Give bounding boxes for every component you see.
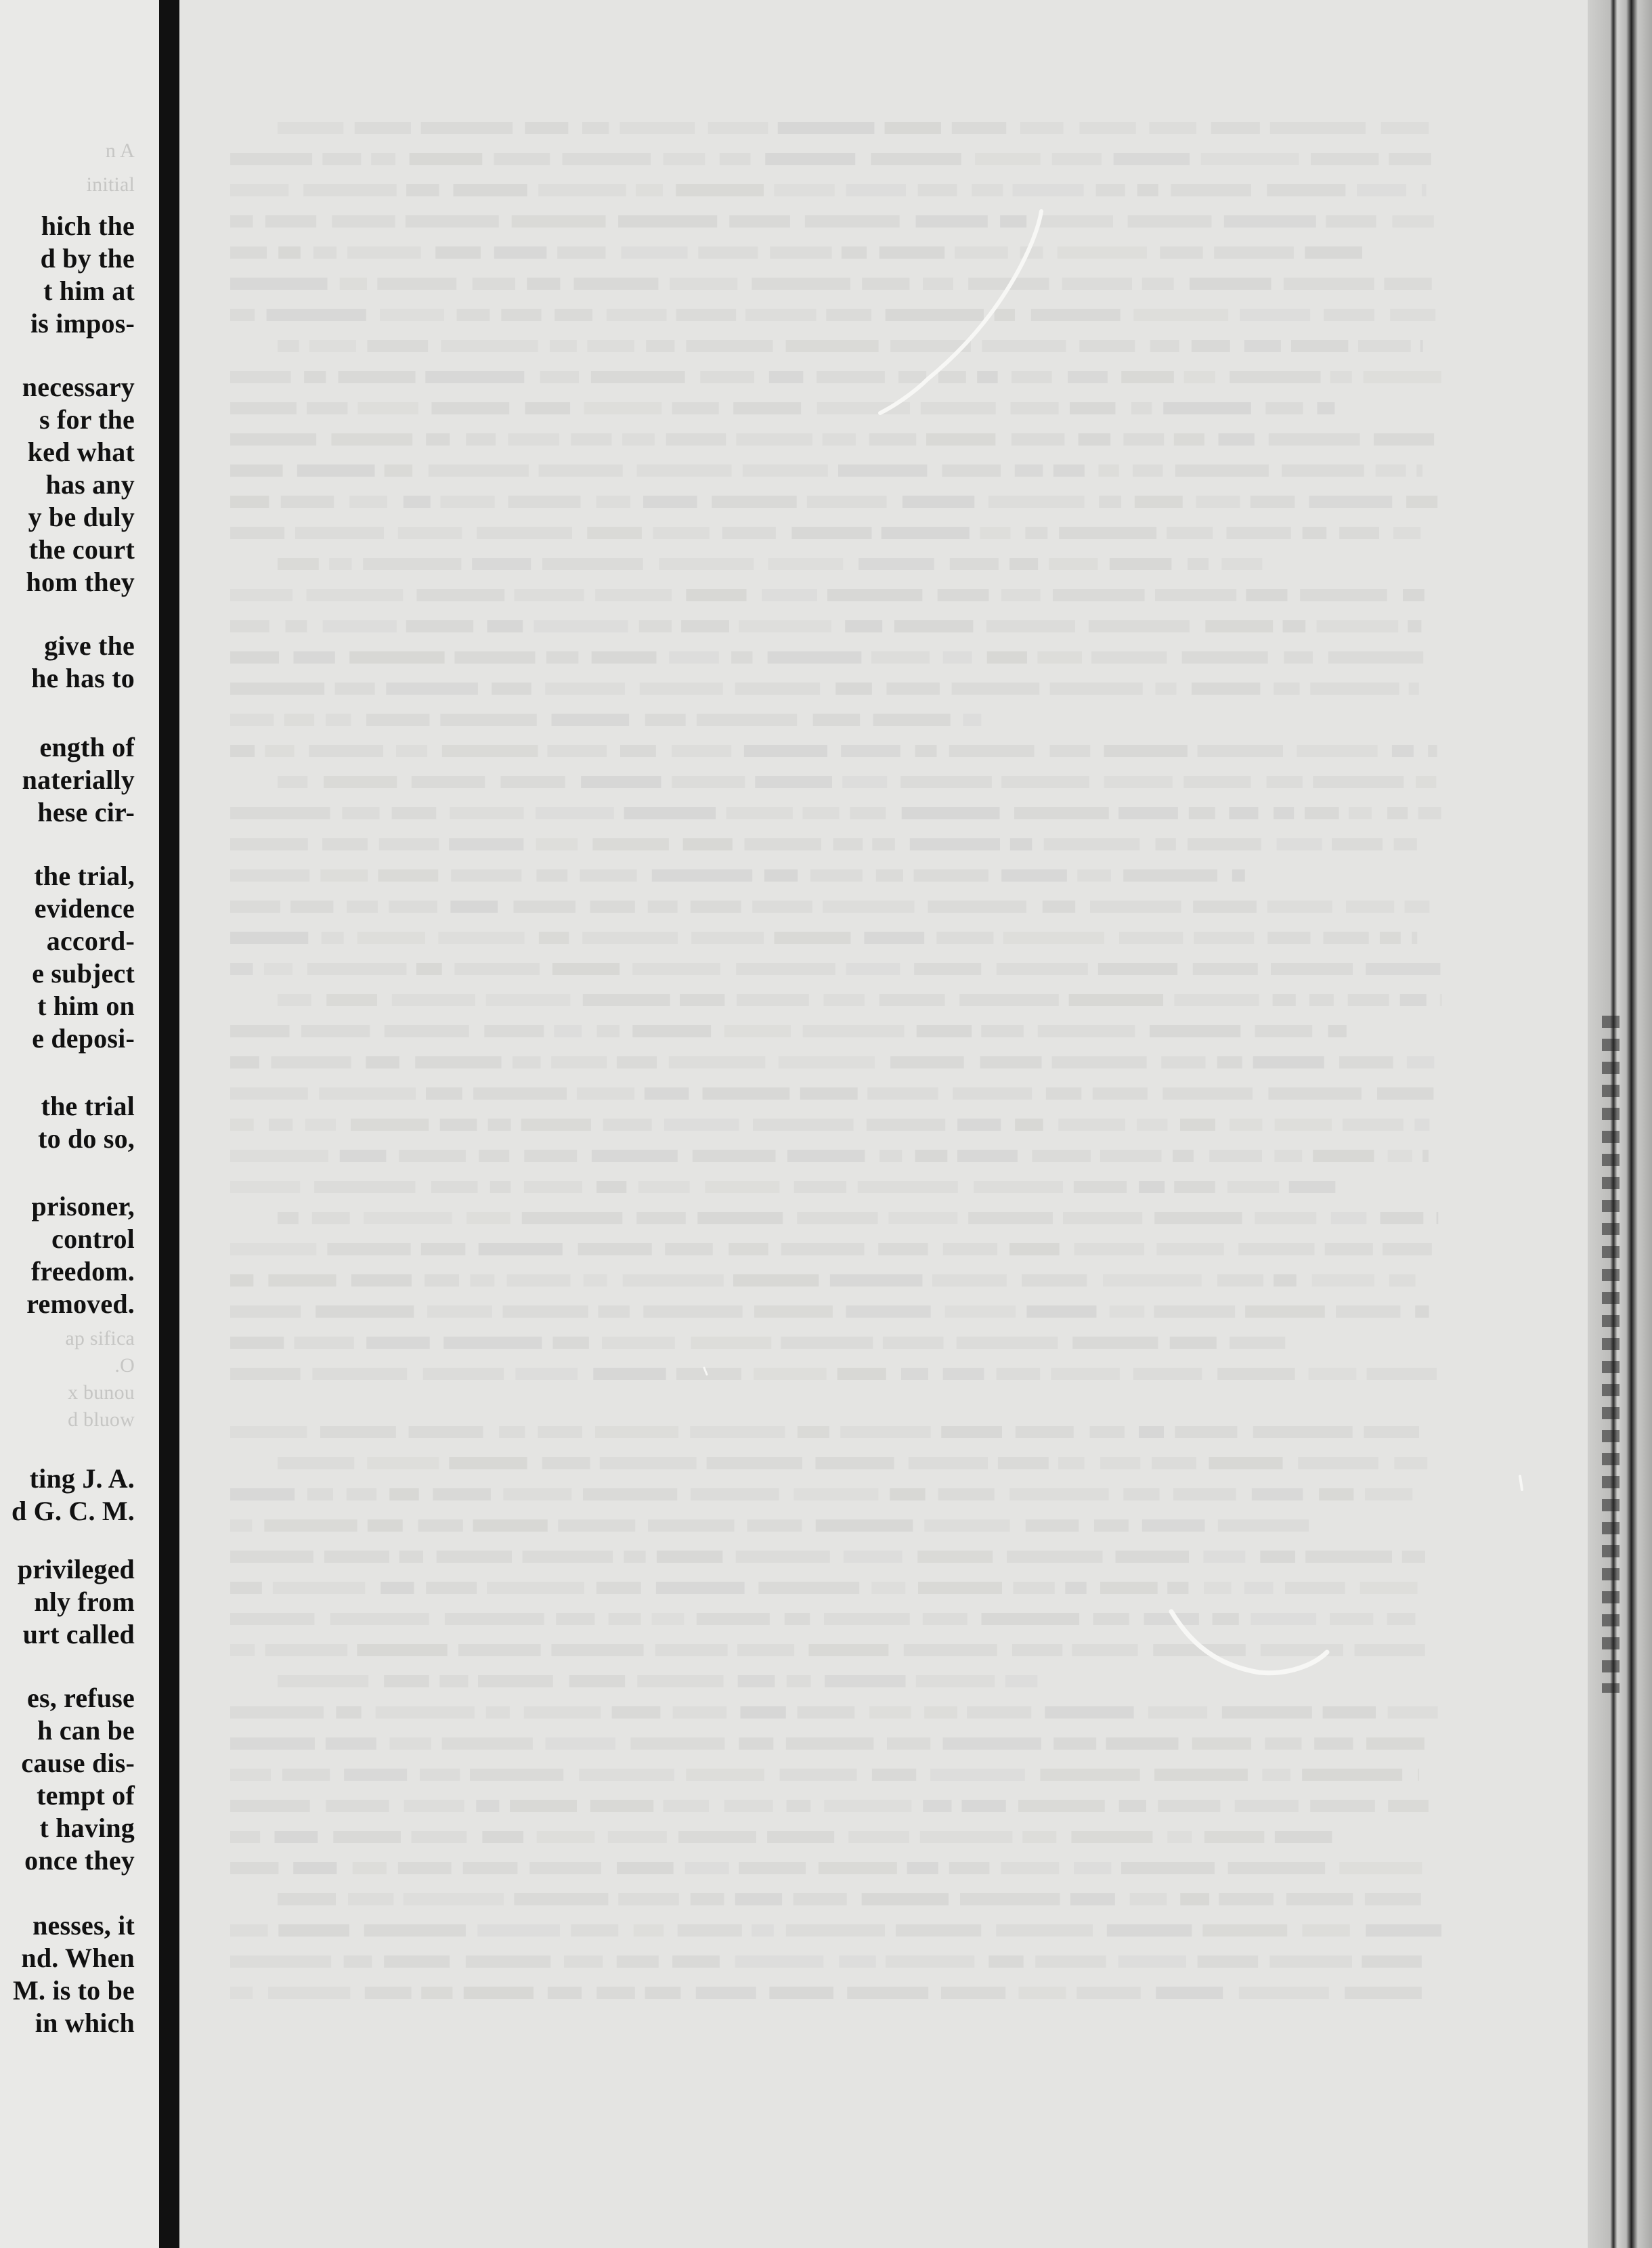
text-line: has any xyxy=(45,469,135,500)
scratch-mark xyxy=(1171,1612,1327,1673)
text-line: evidence xyxy=(34,893,135,924)
text-line: privileged xyxy=(17,1554,135,1584)
scratch-mark xyxy=(1520,1476,1522,1490)
text-line: es, refuse xyxy=(27,1683,135,1713)
text-line: naterially xyxy=(22,764,135,795)
text-line: tempt of xyxy=(37,1780,135,1811)
text-line: he has to xyxy=(31,663,135,693)
text-line: urt called xyxy=(22,1619,135,1649)
text-line: nesses, it xyxy=(32,1910,135,1941)
faint-bleed-text: .O xyxy=(114,1354,135,1377)
text-line: in which xyxy=(35,2008,135,2038)
text-line: ked what xyxy=(27,437,135,467)
text-line: hese cir- xyxy=(37,797,135,827)
text-line: t having xyxy=(39,1813,135,1843)
text-line: freedom. xyxy=(30,1256,135,1287)
faint-bleed-text: n A xyxy=(105,139,135,162)
text-line: the trial xyxy=(41,1091,135,1121)
text-line: d by the xyxy=(40,243,135,274)
text-line: the court xyxy=(28,534,135,565)
faint-bleed-text: x bunou xyxy=(68,1381,135,1404)
text-line: t him on xyxy=(37,991,135,1021)
text-line: h can be xyxy=(37,1715,135,1746)
text-line: e subject xyxy=(32,958,135,989)
text-line: give the xyxy=(44,630,135,661)
text-line: ting J. A. xyxy=(29,1463,135,1494)
text-line: nd. When xyxy=(21,1943,135,1973)
scratch-mark xyxy=(880,211,1041,413)
text-line: e deposi- xyxy=(32,1023,135,1054)
text-line: removed. xyxy=(26,1289,135,1319)
text-line: t him at xyxy=(43,276,135,306)
text-line: necessary xyxy=(22,372,135,402)
text-line: y be duly xyxy=(28,502,135,532)
faint-bleed-text: d bluow xyxy=(68,1408,135,1431)
text-line: d G. C. M. xyxy=(12,1496,135,1526)
text-line: once they xyxy=(24,1845,135,1876)
text-line: hich the xyxy=(41,211,135,241)
text-line: is impos- xyxy=(30,308,135,339)
scratch-mark xyxy=(704,1368,707,1375)
text-line: hom they xyxy=(26,567,135,597)
text-line: s for the xyxy=(39,404,135,435)
text-line: the trial, xyxy=(34,861,135,891)
faint-bleed-text: initial xyxy=(86,173,135,196)
text-line: ength of xyxy=(39,732,135,762)
text-line: nly from xyxy=(34,1586,135,1617)
faint-bleed-text: ap sifica xyxy=(65,1327,135,1349)
text-line: M. is to be xyxy=(13,1975,135,2006)
text-line: accord- xyxy=(46,926,135,956)
text-line: control xyxy=(51,1224,135,1254)
text-line: to do so, xyxy=(38,1123,135,1154)
text-line: cause dis- xyxy=(21,1748,135,1778)
text-line: prisoner, xyxy=(31,1191,135,1222)
